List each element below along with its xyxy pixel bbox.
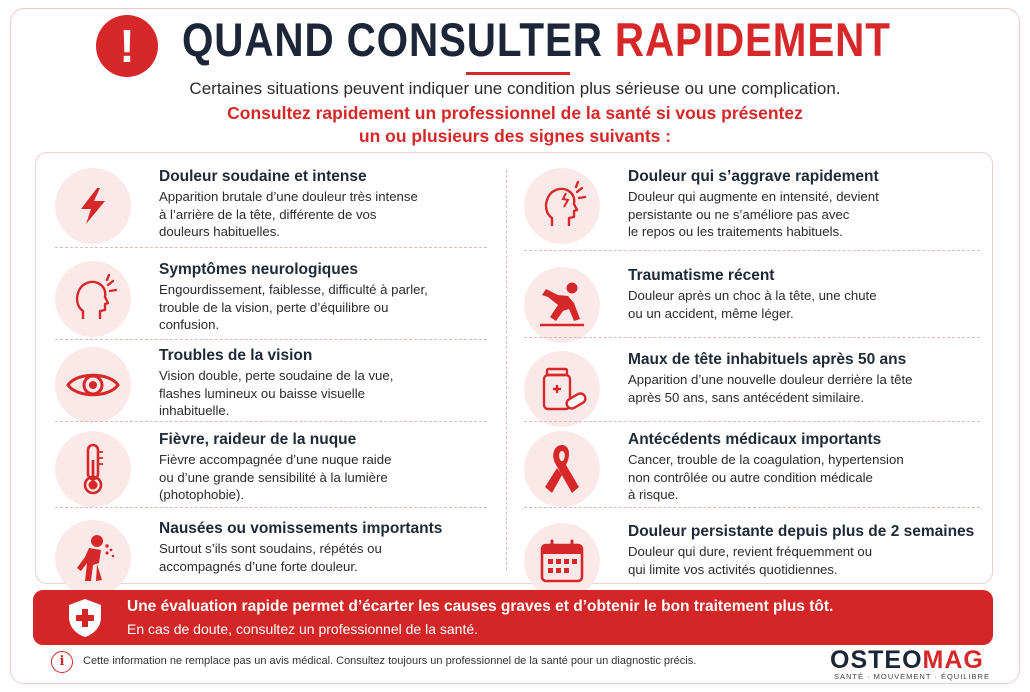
info-icon: i [51,651,73,673]
item-desc [159,367,499,420]
desc-line: (photophobie). [159,487,245,502]
brand-mag: MAG [922,646,984,674]
item-title: Symptômes neurologiques [159,261,358,278]
desc-line: inhabituelle. [159,403,230,418]
cta-line-2: un ou plusieurs des signes suivants : [358,126,672,146]
item-desc [628,188,968,241]
item-desc [628,451,968,504]
desc-line: Douleur qui augmente en intensité, devient [628,189,879,204]
item-title: Troubles de la vision [159,347,313,364]
row-separator [524,250,980,251]
exclamation-icon: ! [96,15,158,77]
pill-bottle-icon [524,351,600,427]
item-desc [628,543,968,578]
calendar-icon [524,523,600,599]
row-separator [55,339,487,340]
disclaimer-text: Cette information ne remplace pas un avis médical. Consultez toujours un professionnel de la santé pour un diagnostic précis. [83,655,697,667]
desc-line: ou d’une grande sensibilité à la lumière [159,469,388,485]
row-separator [524,507,980,508]
item-desc [159,188,499,241]
item-title: Douleur soudaine et intense [159,168,367,185]
brand-osteo: OSTEO [830,646,923,674]
column-divider [506,170,507,570]
cta-line-1: Consultez rapidement un professionnel de la santé si vous présentez [227,103,803,123]
desc-line: Douleur après un choc à la tête, une chute [628,288,877,303]
row-separator [55,507,487,508]
desc-line: persistante ou ne s’améliore pas avec [628,206,850,222]
lightning-icon [55,168,131,244]
head-neurology-icon [55,261,131,337]
intro-text: Certaines situations peuvent indiquer une condition plus sérieuse ou une complication. [189,79,841,98]
cta-text [0,102,1030,148]
desc-line: confusion. [159,317,220,332]
thermometer-icon [55,431,131,507]
desc-line: flashes lumineux ou baisse visuelle [159,385,365,401]
row-separator [524,337,980,338]
title-underline [466,72,570,75]
desc-line: non contrôlée ou autre condition médicale [628,469,873,485]
desc-line: Apparition brutale d’une douleur très intense [159,189,418,204]
desc-line: Surtout s’ils sont soudains, répétés ou [159,541,382,556]
ribbon-icon [524,431,600,507]
falling-person-icon [524,267,600,343]
item-title: Antécédents médicaux importants [628,431,882,448]
desc-line: Cancer, trouble de la coagulation, hypertension [628,452,904,467]
item-desc [159,540,499,575]
page-title [182,12,891,67]
vomiting-person-icon [55,520,131,596]
item-title: Maux de tête inhabituels après 50 ans [628,351,907,368]
row-separator [524,421,980,422]
desc-line: Fièvre accompagnée d’une nuque raide [159,452,392,467]
desc-line: après 50 ans, sans antécédent similaire. [628,389,865,405]
title-dark: QUAND CONSULTER [182,13,603,66]
desc-line: Apparition d’une nouvelle douleur derrière la tête [628,372,913,387]
desc-line: à risque. [628,487,679,502]
banner-headline: Une évaluation rapide permet d’écarter les causes graves et d’obtenir le bon traitement plus tôt. [127,598,834,615]
desc-line: à l’arrière de la tête, différente de vos [159,206,377,222]
row-separator [55,247,487,248]
desc-line: le repos ou les traitements habituels. [628,224,843,239]
head-pain-icon [524,168,600,244]
desc-line: douleurs habituelles. [159,224,280,239]
eye-icon [55,347,131,423]
item-title: Fièvre, raideur de la nuque [159,431,357,448]
desc-line: Douleur qui dure, revient fréquemment ou [628,544,873,559]
brand-logo [830,646,984,675]
urgent-banner [33,590,993,645]
desc-line: Engourdissement, faiblesse, difficulté à parler, [159,282,428,297]
banner-subtext: En cas de doute, consultez un professionnel de la santé. [127,621,479,637]
item-desc [159,451,499,504]
desc-line: Vision double, perte soudaine de la vue, [159,368,394,383]
shield-cross-icon [65,597,105,644]
desc-line: qui limite vos activités quotidiennes. [628,561,838,577]
item-desc [628,371,968,406]
item-desc [628,287,968,322]
item-desc [159,281,499,334]
desc-line: ou un accident, même léger. [628,305,794,321]
brand-tagline: SANTÉ · MOUVEMENT · ÉQUILIBRE [834,672,990,681]
item-title: Douleur persistante depuis plus de 2 semaines [628,523,975,540]
row-separator [55,421,487,422]
desc-line: trouble de la vision, perte d’équilibre ou [159,299,389,315]
desc-line: accompagnés d’une forte douleur. [159,558,358,574]
title-red: RAPIDEMENT [614,13,891,66]
item-title: Traumatisme récent [628,267,775,284]
item-title: Douleur qui s’aggrave rapidement [628,168,879,185]
item-title: Nausées ou vomissements importants [159,520,443,537]
